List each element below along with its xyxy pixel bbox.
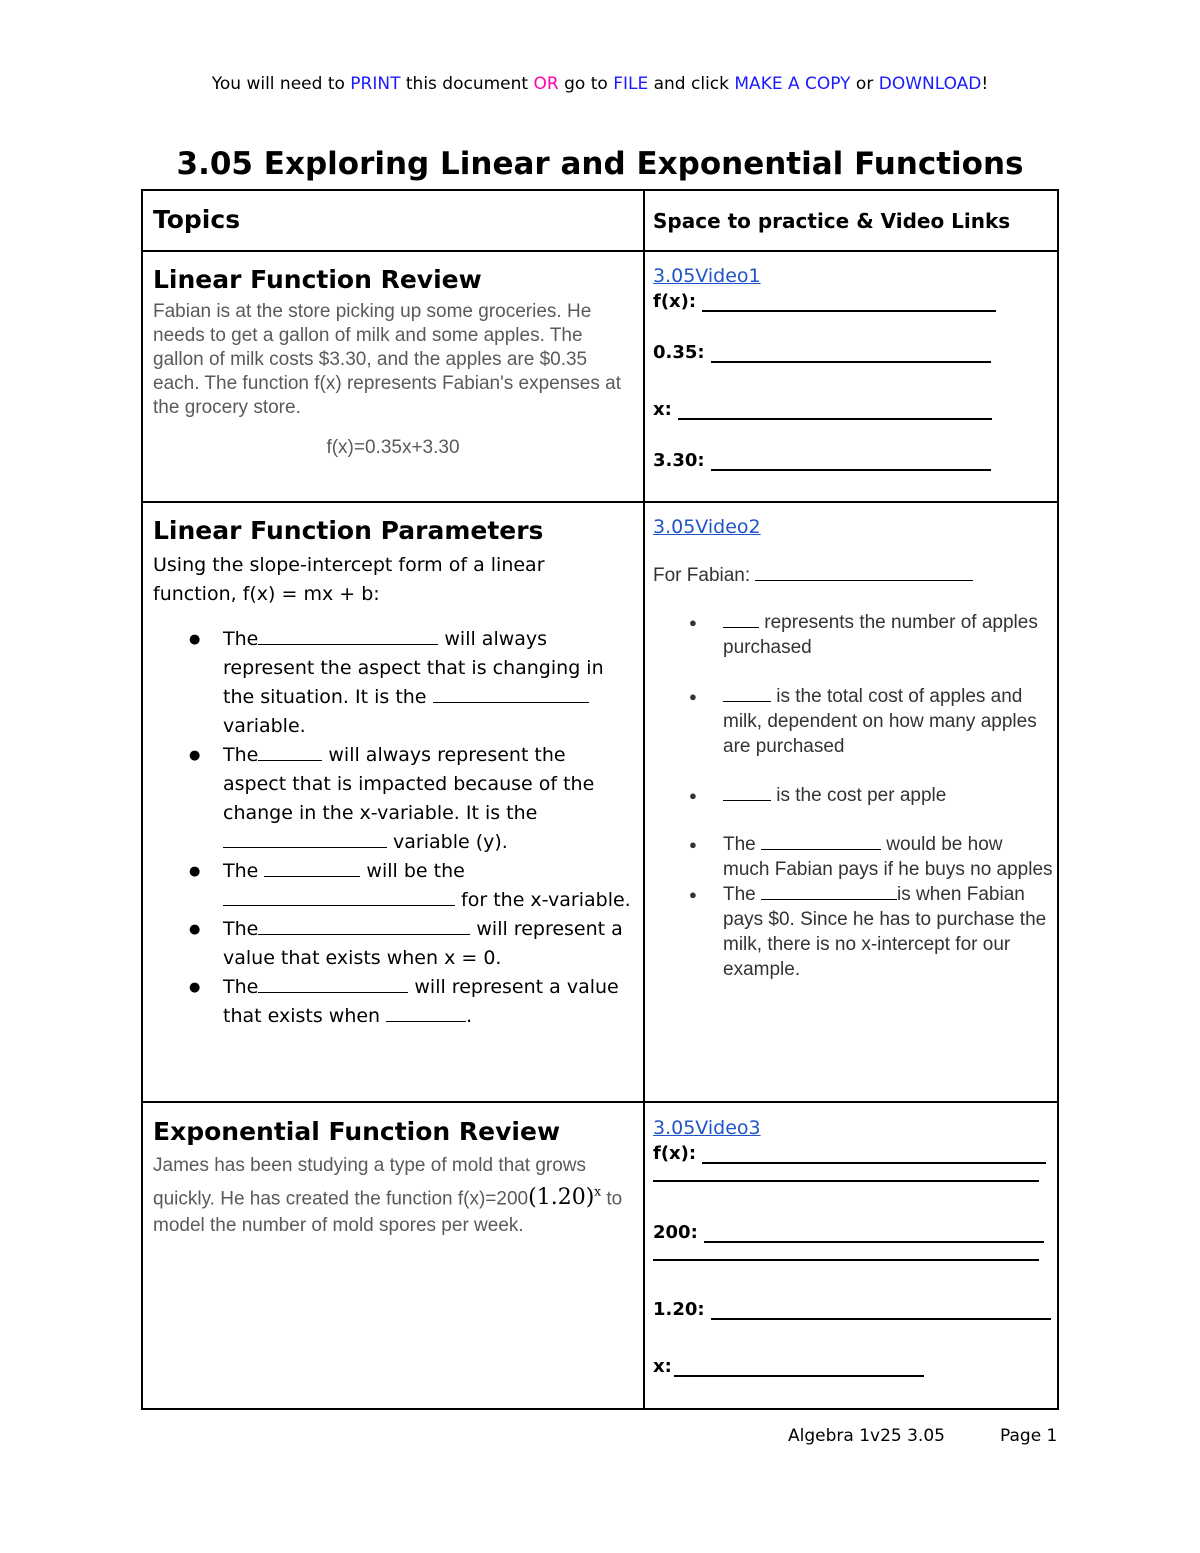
section-linear-parameters: [153, 516, 633, 1031]
page-title: 3.05 Exploring Linear and Exponential Functions: [176, 146, 1024, 182]
row-divider: [143, 250, 1057, 252]
exponent: x: [594, 1185, 602, 1199]
section-text: Fabian is at the store picking up some groceries. He needs to get a gallon of milk and some apples. The gallon of milk costs $3.30, and the apples are $0.35 each. The function f(x) represents Fabian's expenses at the grocery store.: [153, 301, 621, 418]
blank-line: [223, 831, 387, 848]
notice-text: and click: [648, 74, 735, 94]
list-item: [153, 625, 633, 741]
item-text: variable (y).: [387, 831, 508, 853]
blank-line: [258, 744, 322, 761]
field-x[interactable]: [653, 399, 1053, 420]
field-label: f(x):: [653, 1143, 697, 1164]
field-fx[interactable]: [653, 291, 1053, 312]
blank-line: [702, 292, 996, 312]
field-growth-factor[interactable]: [653, 1299, 1053, 1320]
blank-line: [761, 833, 881, 850]
field-label: 200:: [653, 1222, 698, 1243]
list-item: [653, 610, 1053, 660]
blank-line: [702, 1144, 1046, 1164]
notice-text: this document: [400, 74, 534, 94]
field-label: 1.20:: [653, 1299, 705, 1320]
blank-line: [674, 1357, 924, 1377]
item-text: The: [223, 744, 259, 766]
notice-print: PRINT: [350, 74, 401, 94]
list-item: [653, 783, 1053, 808]
item-text: For Fabian:: [653, 565, 756, 586]
item-text: variable.: [223, 715, 306, 737]
notice-make-copy: MAKE A COPY: [734, 74, 851, 94]
fabian-list: [653, 610, 1053, 982]
item-text: will always represent the aspect that is changing in the situation. It is the: [223, 628, 604, 708]
blank-line: [433, 686, 589, 703]
list-item: [153, 857, 633, 915]
item-text: will represent a value that exists when: [223, 976, 619, 1027]
field-label: 0.35:: [653, 342, 705, 363]
print-notice: [0, 74, 1200, 94]
item-text: The: [223, 628, 259, 650]
blank-line: [386, 1005, 466, 1022]
blank-line: [711, 343, 991, 363]
notice-text: go to: [558, 74, 614, 94]
notice-or: OR: [533, 74, 559, 94]
field-fx[interactable]: [653, 1143, 1053, 1164]
list-item: [153, 973, 633, 1031]
base-value: 1.20: [536, 1185, 586, 1211]
blank-line: [723, 611, 759, 628]
for-fabian-line[interactable]: [653, 564, 1053, 588]
blank-line: [704, 1223, 1044, 1243]
blank-line: [653, 1259, 1039, 1261]
item-text: The: [223, 860, 265, 882]
item-text: will represent a value that exists when x = 0.: [223, 918, 623, 969]
blank-line: [755, 564, 973, 581]
field-x[interactable]: [653, 1356, 1053, 1377]
blank-line: [711, 451, 991, 471]
video1-link[interactable]: 3.05Video1: [653, 265, 761, 287]
video2-link[interactable]: 3.05Video2: [653, 516, 761, 538]
field-label: x:: [653, 1356, 672, 1377]
field-base-value[interactable]: [653, 1222, 1053, 1243]
item-text: James has been studying a type of mold that grows quickly. He has created the function f(x)=200: [153, 1155, 587, 1210]
list-item: [153, 741, 633, 857]
list-item: [653, 832, 1053, 882]
section-title: Linear Function Review: [153, 265, 482, 294]
header-practice: Space to practice & Video Links: [653, 209, 1011, 233]
item-text: would be how much Fabian pays if he buys no apples: [723, 834, 1053, 880]
practice-exponential-review: [653, 1117, 1053, 1377]
blank-line: [223, 889, 455, 906]
blank-line: [258, 976, 408, 993]
blank-line: [653, 1180, 1039, 1182]
notice-text: You will need to: [211, 74, 351, 94]
field-label: 3.30:: [653, 450, 705, 471]
notice-file: FILE: [613, 74, 649, 94]
parameter-list: [153, 625, 633, 1031]
item-text: will always represent the aspect that is impacted because of the change in the x-variable. It is the: [223, 744, 595, 824]
item-text: to model the number of mold spores per week.: [153, 1188, 623, 1237]
blank-line: [678, 400, 992, 420]
row-divider: [143, 501, 1057, 503]
item-text: The: [223, 976, 259, 998]
blank-line: [761, 883, 897, 900]
list-item: [653, 882, 1053, 982]
blank-line: [258, 918, 470, 935]
exponent-base: $(1.20)^x$: [528, 1185, 602, 1211]
footer-course: Algebra 1v25 3.05: [788, 1426, 945, 1446]
notice-text: or: [850, 74, 879, 94]
item-text: for the x-variable.: [455, 889, 631, 911]
field-label: x:: [653, 399, 672, 420]
section-exponential-review: [153, 1117, 633, 1239]
item-text: .: [466, 1005, 473, 1027]
item-text: represents the number of apples purchased: [723, 612, 1038, 658]
blank-line: [711, 1300, 1051, 1320]
item-text: is when Fabian pays $0. Since he has to purchase the milk, there is no x-intercept for our example.: [723, 884, 1047, 980]
item-text: will be the: [360, 860, 465, 882]
section-text: [153, 1152, 633, 1239]
section-title: Linear Function Parameters: [153, 516, 544, 545]
item-text: The: [223, 918, 259, 940]
field-slope[interactable]: [653, 342, 1053, 363]
item-text: is the total cost of apples and milk, dependent on how many apples are purchased: [723, 686, 1037, 757]
practice-linear-parameters: [653, 516, 1053, 982]
notice-download: DOWNLOAD: [878, 74, 982, 94]
list-item: [153, 915, 633, 973]
list-item: [653, 684, 1053, 759]
section-intro: Using the slope-intercept form of a linear function, f(x) = mx + b:: [153, 554, 545, 605]
section-linear-review: [153, 265, 633, 460]
header-topics: Topics: [153, 205, 241, 234]
field-label: f(x):: [653, 291, 697, 312]
item-text: The: [723, 834, 762, 855]
notes-table: [141, 189, 1059, 1410]
row-divider: [143, 1101, 1057, 1103]
blank-line: [258, 628, 438, 645]
footer-page: Page 1: [1000, 1426, 1058, 1446]
item-text: is the cost per apple: [771, 785, 947, 806]
column-divider: [643, 191, 645, 1408]
blank-line: [723, 685, 771, 702]
blank-line: [723, 784, 771, 801]
item-text: The: [723, 884, 762, 905]
notice-text: !: [981, 74, 989, 94]
video3-link[interactable]: 3.05Video3: [653, 1117, 761, 1139]
linear-formula: f(x)=0.35x+3.30: [326, 437, 460, 458]
section-title: Exponential Function Review: [153, 1117, 561, 1146]
blank-line: [264, 860, 360, 877]
field-intercept[interactable]: [653, 450, 1053, 471]
practice-linear-review: [653, 265, 1053, 471]
